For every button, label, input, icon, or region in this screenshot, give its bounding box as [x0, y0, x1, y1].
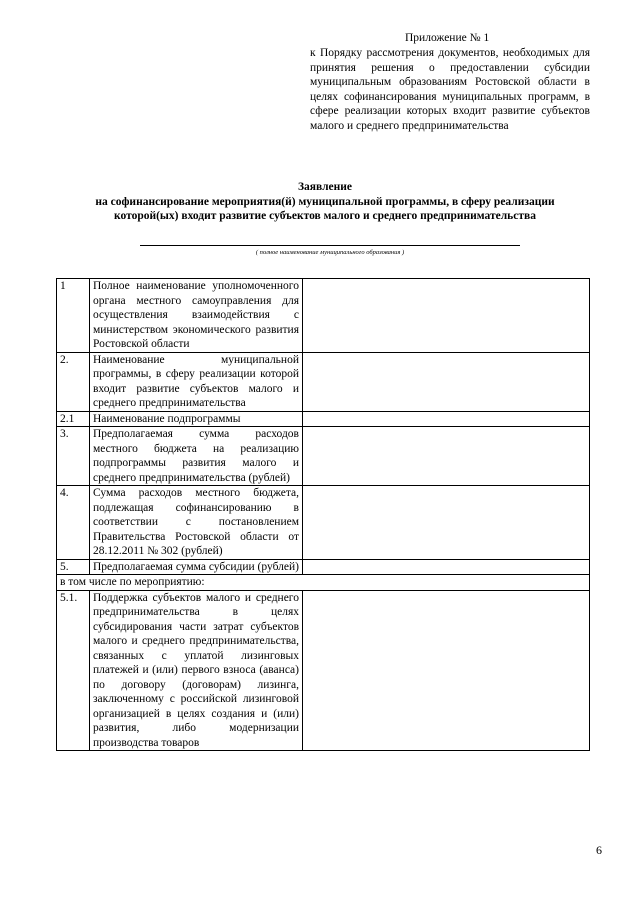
title-line-1: Заявление [297, 181, 352, 193]
row-description: Поддержка субъектов малого и среднего предпринимательства в целях субсидирования части затрат субъектов малого и среднего предпринимательства, связанных с уплатой лизинговых платежей и (или) первого взноса (аванса) по договору (договорам) лизинга, заключенному с российской лизинговой организацией в целях создания и (или) развития, либо модернизации производства товаров [90, 590, 303, 751]
row-description: Предполагаемая сумма субсидии (рублей) [90, 559, 303, 575]
row-value-cell[interactable] [303, 411, 590, 427]
title-line-2: на софинансирование мероприятия(й) муниципальной программы, в сферу реализации [95, 195, 555, 208]
table-row [57, 486, 590, 560]
row-value-cell[interactable] [303, 427, 590, 486]
row-number: 4. [57, 486, 90, 560]
table-row [57, 559, 590, 575]
table-span-row [57, 575, 590, 591]
row-number: 5. [57, 559, 90, 575]
row-description: Полное наименование уполномоченного органа местного самоуправления для осуществления взаимодействия с министерством экономического развития Ростовской области [90, 279, 303, 353]
table-row [57, 427, 590, 486]
application-title [60, 180, 590, 224]
row-value-cell[interactable] [303, 590, 590, 751]
row-number: 1 [57, 279, 90, 353]
municipality-name-line [140, 245, 520, 246]
row-description: Наименование муниципальной программы, в сферу реализации которой входит развитие субъектов малого и среднего предпринимательства [90, 352, 303, 411]
row-value-cell[interactable] [303, 559, 590, 575]
row-description: Предполагаемая сумма расходов местного бюджета на реализацию подпрограммы развития малого и среднего предпринимательства (рублей) [90, 427, 303, 486]
title-line-3: которой(ых) входит развитие субъектов малого и среднего предпринимательства [114, 210, 536, 222]
table-row [57, 590, 590, 751]
municipality-name-caption: ( полное наименование муниципального образования ) [255, 249, 405, 256]
row-number: 5.1. [57, 590, 90, 751]
row-value-cell[interactable] [303, 279, 590, 353]
row-number: 3. [57, 427, 90, 486]
table-row [57, 352, 590, 411]
appendix-title: Приложение № 1 [405, 32, 490, 44]
row-value-cell[interactable] [303, 352, 590, 411]
row-value-cell[interactable] [303, 486, 590, 560]
appendix-text: к Порядку рассмотрения документов, необходимых для принятия решения о предоставлении субсидии муниципальным образованиям Ростовской области в целях софинансирования муниципальных программ, в сфере реализации которых входит развитие субъектов малого и среднего предпринимательства [310, 47, 590, 132]
table-row [57, 279, 590, 353]
table-row [57, 411, 590, 427]
row-number: 2. [57, 352, 90, 411]
including-by-activity-label: в том числе по мероприятию: [57, 575, 590, 591]
application-table [56, 278, 590, 751]
row-description: Сумма расходов местного бюджета, подлежащая софинансированию в соответствии с постановлением Правительства Ростовской области от 28.12.2011 № 302 (рублей) [90, 486, 303, 560]
row-number: 2.1 [57, 411, 90, 427]
page-number: 6 [596, 843, 602, 857]
row-description: Наименование подпрограммы [90, 411, 303, 427]
